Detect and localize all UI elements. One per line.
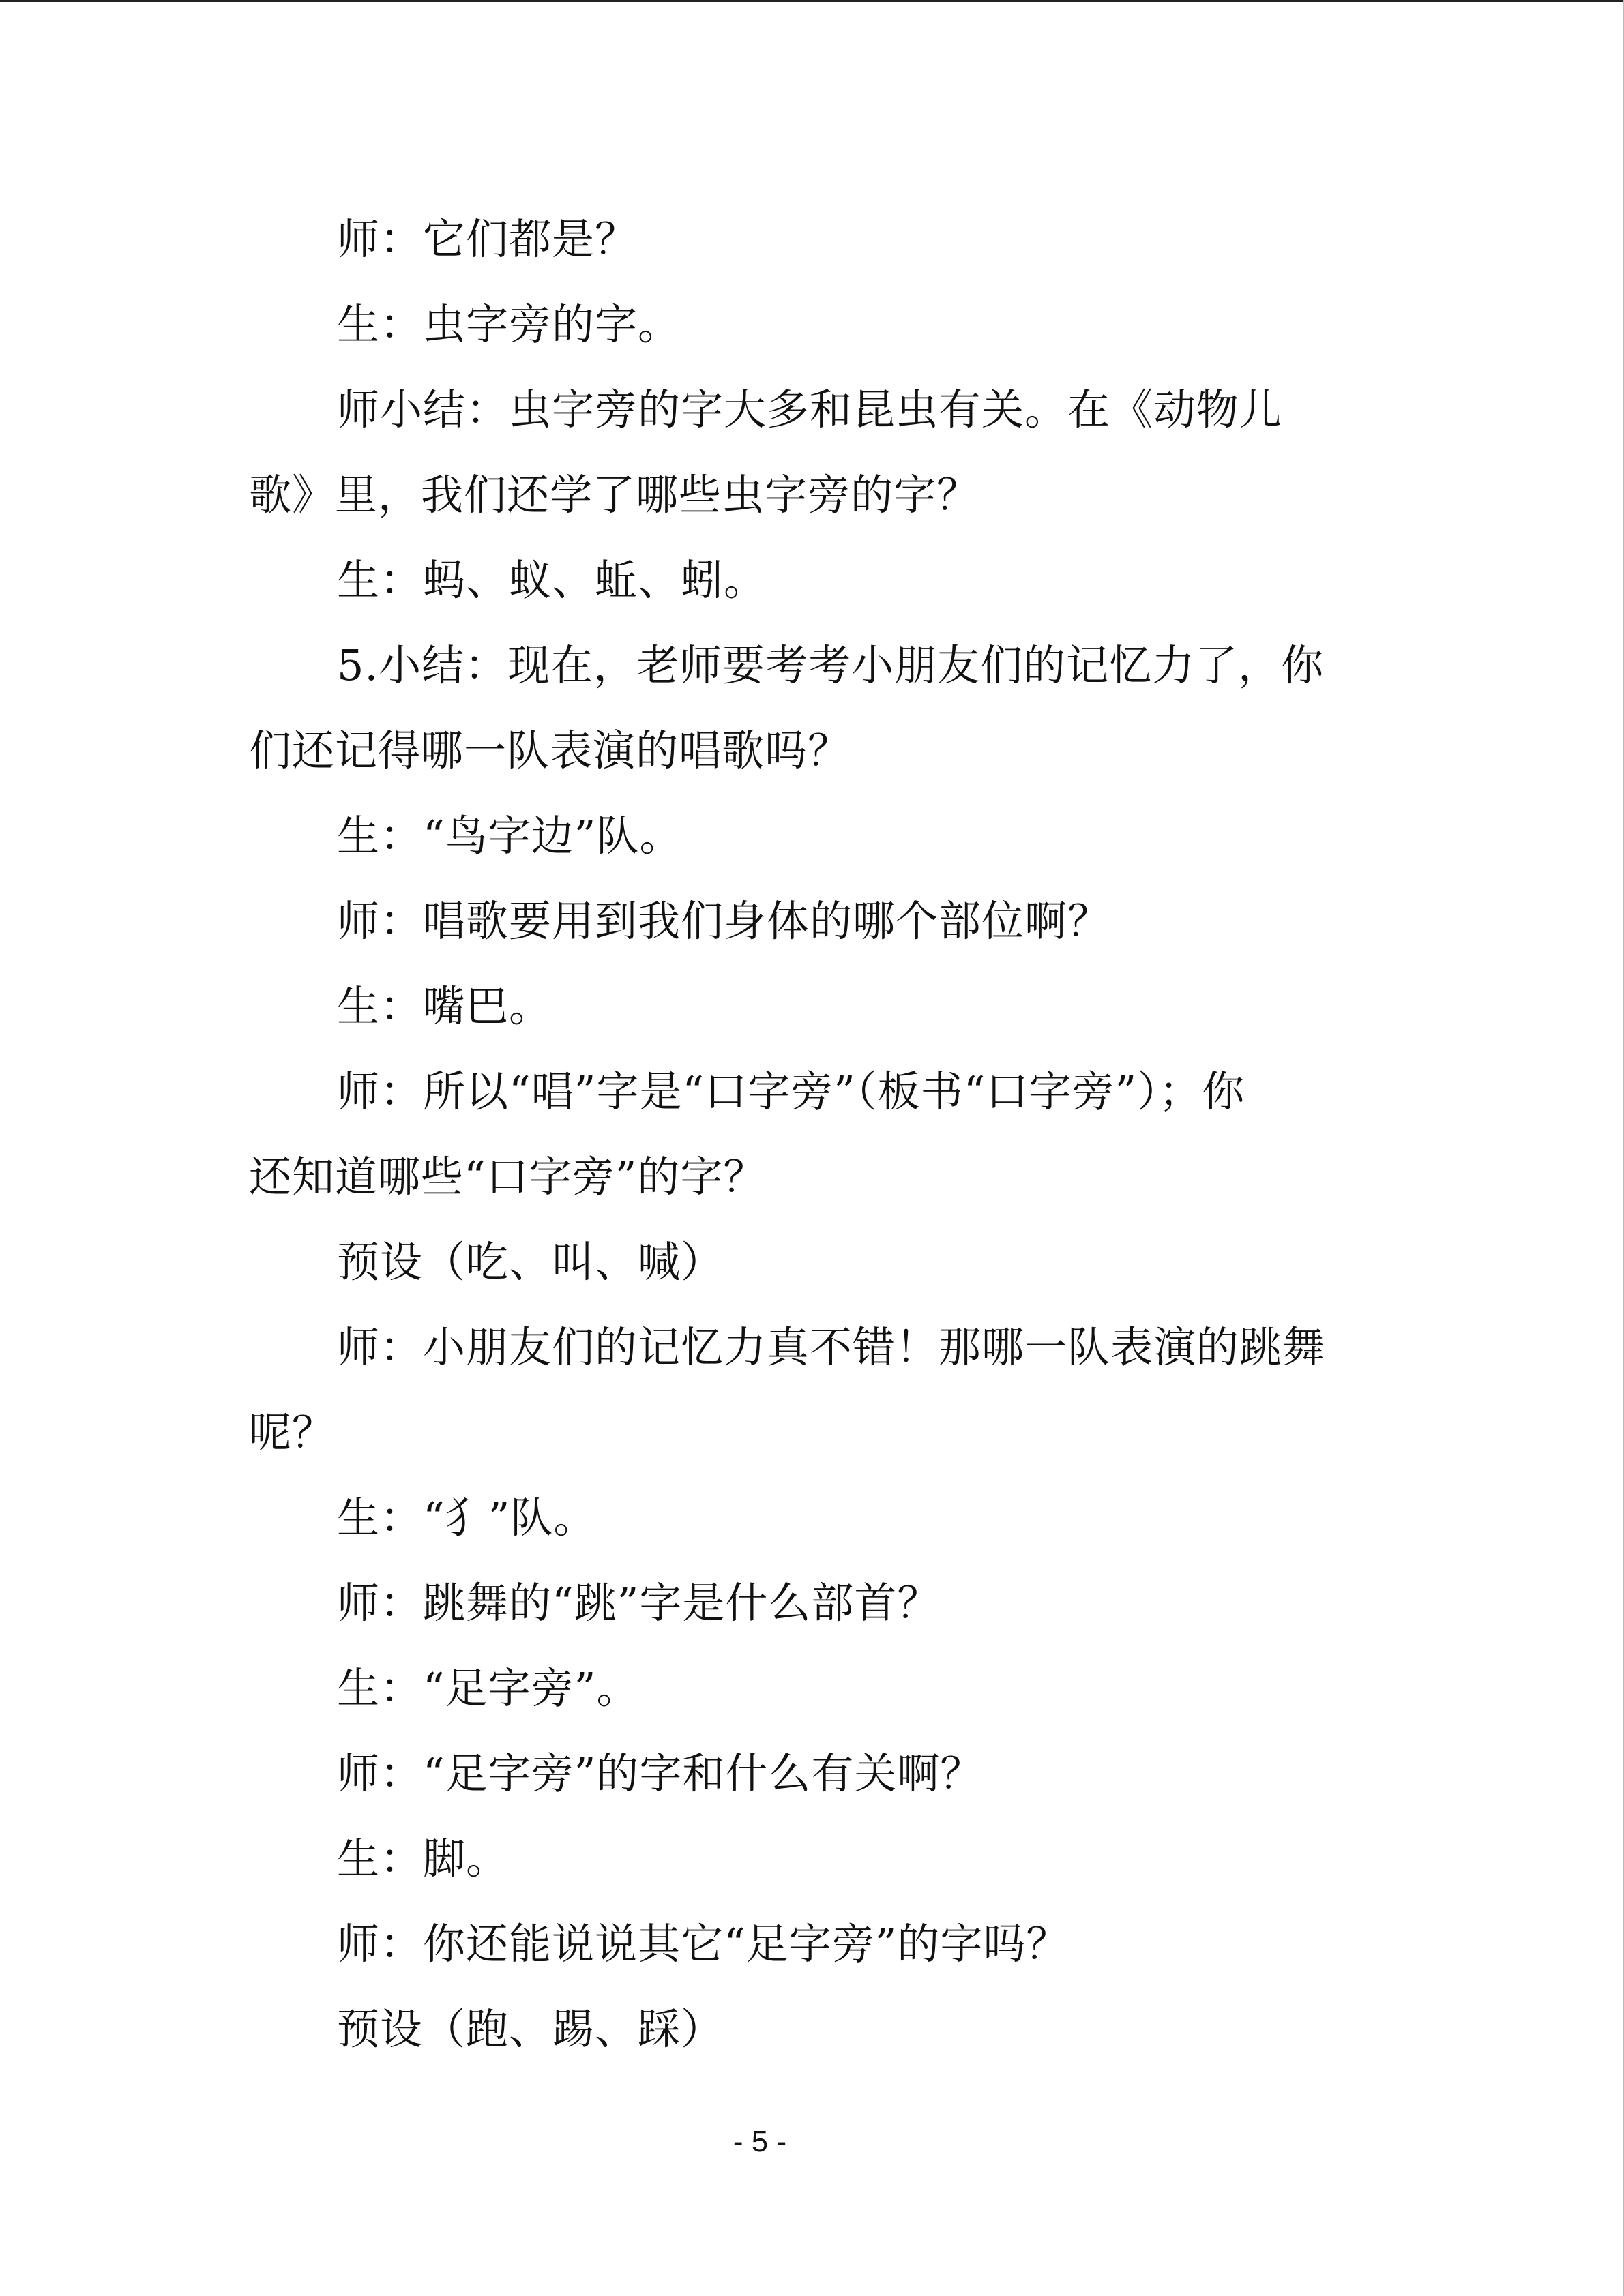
text-line: 师小结：虫字旁的字大多和昆虫有关。在《动物儿 [337,385,1283,434]
paragraph [249,1816,1368,1901]
paragraph [249,1560,1368,1645]
text-line: 生：虫字旁的字。 [337,299,681,349]
paragraph [249,623,1368,793]
page-number: - 5 - [733,2125,787,2158]
paragraph [249,1219,1368,1304]
paragraph [249,537,1368,623]
text-line: 师：跳舞的“跳”字是什么部首？ [337,1578,941,1628]
text-line: 生：脚。 [337,1834,510,1883]
text-line: 预设（吃、叫、喊） [337,1237,724,1287]
text-line: 生：蚂、蚁、蚯、蚓。 [337,555,767,605]
text-line: 生：“犭”队。 [337,1493,597,1542]
text-line: 师：“足字旁”的字和什么有关啊？ [337,1748,984,1798]
paragraph [249,282,1368,367]
paragraph [249,964,1368,1049]
paragraph [249,196,1368,282]
paragraph [249,793,1368,878]
text-line: 预设（跑、踢、踩） [337,2004,724,2054]
text-line: 5.小结：现在，老师要考考小朋友们的记忆力了，你 [337,640,1325,690]
text-line: 生：“足字旁”。 [337,1663,640,1713]
paragraph [249,878,1368,964]
text-line: 呢？ [249,1407,336,1457]
paragraph [249,367,1368,537]
text-line: 师：它们都是？ [337,214,638,264]
document-body [249,196,1368,2072]
text-line: 师：所以“唱”字是“口字旁”（板书“口字旁”）；你 [337,1067,1245,1116]
text-line: 师：唱歌要用到我们身体的哪个部位啊？ [337,896,1111,946]
text-line: 生：嘴巴。 [337,981,552,1031]
text-line: 师：小朋友们的记忆力真不错！那哪一队表演的跳舞 [337,1322,1326,1372]
paragraph [249,1304,1368,1475]
paragraph [249,1049,1368,1219]
paragraph [249,1986,1368,2072]
text-line: 生：“鸟字边”队。 [337,811,683,861]
text-line: 们还记得哪一队表演的唱歌吗？ [249,726,851,775]
text-line: 师：你还能说说其它“足字旁”的字吗？ [337,1919,1069,1969]
paragraph [249,1645,1368,1731]
paragraph [249,1475,1368,1560]
page-top-border [0,0,1624,2]
paragraph [249,1731,1368,1816]
text-line: 歌》里，我们还学了哪些虫字旁的字？ [249,470,980,520]
text-line: 还知道哪些“口字旁”的字？ [249,1152,767,1202]
paragraph [249,1901,1368,1986]
